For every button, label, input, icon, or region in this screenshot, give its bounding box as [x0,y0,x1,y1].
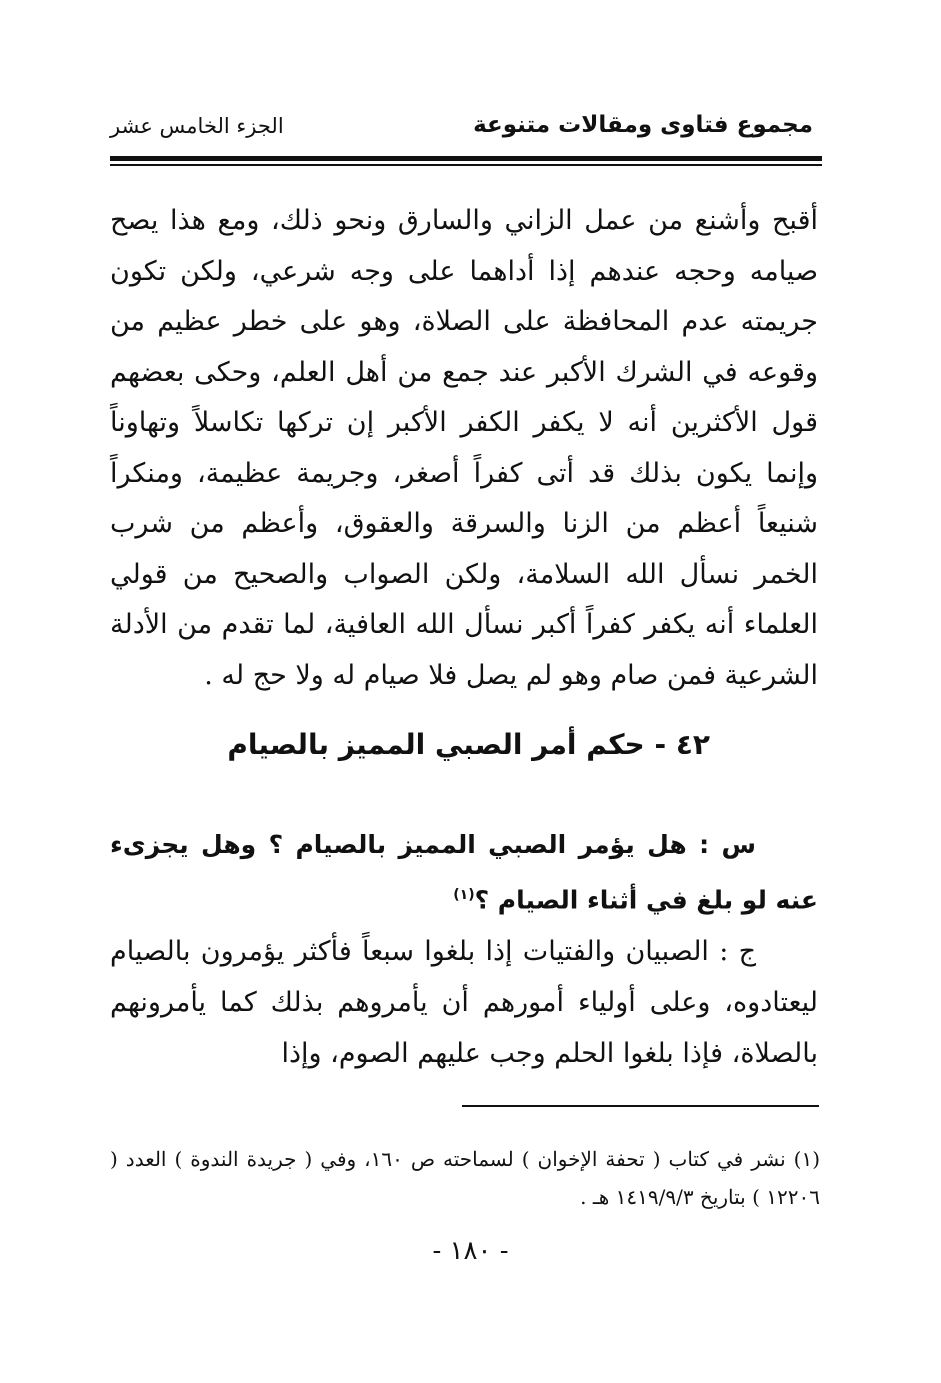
question-paragraph [110,820,818,925]
running-header-title: مجموع فتاوى ومقالات متنوعة [473,112,813,138]
running-header-volume: الجزء الخامس عشر [110,114,284,138]
body-paragraph-text: أقبح وأشنع من عمل الزاني والسارق ونحو ذلك، ومع هذا يصح صيامه وحجه عندهم إذا أداهما على وجه شرعي، ولكن تكون جريمته عدم المحافظة على الصلاة، وهو على خطر عظيم من وقوعه في الشرك الأكبر عند جمع من أهل العلم، وحكى بعضهم قول الأكثرين أنه لا يكفر الكفر الأكبر إن تركها تكاسلاً وتهاوناً وإنما يكون بذلك قد أتى كفراً أصغر، وجريمة عظيمة، ومنكراً شنيعاً أعظم من الزنا والسرقة والعقوق، وأعظم من شرب الخمر نسأل الله السلامة، ولكن الصواب والصحيح من قولي العلماء أنه يكفر كفراً أكبر نسأل الله العافية، لما تقدم من الأدلة الشرعية فمن صام وهو لم يصل فلا صيام له ولا حج له . [110,205,818,691]
footnote-marker: (١) [793,1147,821,1171]
body-paragraph [110,196,818,701]
section-heading: ٤٢ - حكم أمر الصبي المميز بالصيام [227,728,710,761]
question-text: س : هل يؤمر الصبي المميز بالصيام ؟ وهل يجزىء عنه لو بلغ في أثناء الصيام ؟ [110,830,818,915]
footnote [110,1140,820,1216]
footnote-separator [462,1105,819,1107]
header-rule-thin [110,164,822,166]
footnote-text: نشر في كتاب ( تحفة الإخوان ) لسماحته ص ١٦٠، وفي ( جريدة الندوة ) العدد ( ١٢٢٠٦ ) بتاريخ ١٤١٩/٩/٣ هـ . [110,1147,820,1209]
answer-text: ج : الصبيان والفتيات إذا بلغوا سبعاً فأكثر يؤمرون بالصيام ليعتادوه، وعلى أولياء أمورهم أن يأمروهم بذلك كما يأمرونهم بالصلاة، فإذا بلغوا الحلم وجب عليهم الصوم، وإذا [110,936,818,1069]
header-rule-thick [110,156,822,161]
footnote-reference: (١) [453,887,475,903]
page-number: - ١٨٠ - [432,1236,509,1266]
answer-paragraph [110,926,818,1079]
